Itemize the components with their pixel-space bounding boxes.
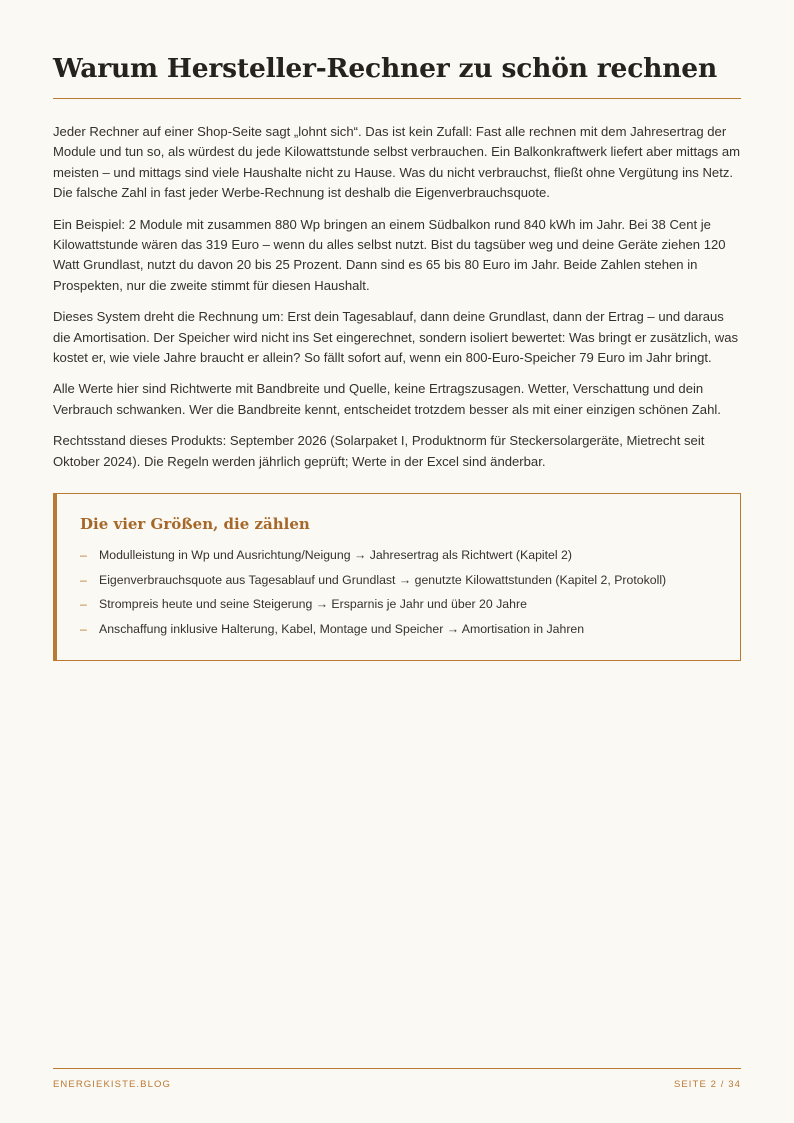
dash-bullet: –: [80, 597, 87, 612]
list-item-text: Anschaffung inklusive Halterung, Kabel, Montage und Speicher → Amortisation in Jahren: [99, 621, 585, 636]
page-footer: [53, 1068, 741, 1090]
list-item-text: Modulleistung in Wp und Ausrichtung/Neigung → Jahresertrag als Richtwert (Kapitel 2): [99, 548, 572, 563]
paragraph: Dieses System dreht die Rechnung um: Erst dein Tagesablauf, dann deine Grundlast, dann der Ertrag – und daraus die Amortisation. Der Speicher wird nicht ins Set eingerechnet, sondern isoliert bewertet: Was bringt er zusätzlich, was kostet er, wie viele Jahre braucht er allein? So fällt sofort auf, wenn ein 800-Euro-Speicher 79 Euro im Jahr bringt.: [53, 309, 739, 366]
callout-list: [80, 547, 716, 637]
list-item: [80, 621, 716, 637]
callout-box: [53, 493, 741, 661]
list-item: [80, 596, 716, 612]
paragraph: Rechtsstand dieses Produkts: September 2026 (Solarpaket I, Produktnorm für Steckersolargeräte, Mietrecht seit Oktober 2024). Die Regeln werden jährlich geprüft; Werte in der Excel sind änderbar.: [53, 433, 705, 469]
title-divider: [53, 98, 741, 99]
paragraph: Jeder Rechner auf einer Shop-Seite sagt „lohnt sich“. Das ist kein Zufall: Fast alle rechnen mit dem Jahresertrag der Module und tun so, als würdest du jede Kilowattstunde selbst verbrauchen. Ein Balkonkraftwerk liefert aber mittags am meisten – und mittags sind viele Haushalte nicht zu Hause. Was du nicht verbrauchst, fließt ohne Vergütung ins Netz. Die falsche Zahl in fast jeder Werbe-Rechnung ist deshalb die Eigenverbrauchsquote.: [53, 124, 741, 201]
page-content: [53, 0, 741, 661]
callout-heading: Die vier Größen, die zählen: [80, 515, 310, 534]
paragraph: Ein Beispiel: 2 Module mit zusammen 880 Wp bringen an einem Südbalkon rund 840 kWh im Jahr. Bei 38 Cent je Kilowattstunde wären das 319 Euro – wenn du alles selbst nutzt. Bist du tagsüber weg und deine Geräte ziehen 120 Watt Grundlast, nutzt du davon 20 bis 25 Prozent. Dann sind es 65 bis 80 Euro im Jahr. Beide Zahlen stehen in Prospekten, nur die zweite stimmt für diesen Haushalt.: [53, 216, 726, 293]
footer-brand: ENERGIEKISTE.BLOG: [53, 1079, 171, 1090]
list-item-text: Strompreis heute und seine Steigerung → Ersparnis je Jahr und über 20 Jahre: [99, 597, 527, 612]
page-number: SEITE 2 / 34: [673, 1079, 741, 1090]
list-item: [80, 572, 716, 588]
list-item: [80, 547, 716, 563]
dash-bullet: –: [80, 621, 87, 636]
dash-bullet: –: [80, 572, 87, 587]
dash-bullet: –: [80, 548, 87, 563]
page-title: Warum Hersteller-Rechner zu schön rechnen: [53, 53, 718, 84]
body-text: [53, 122, 741, 472]
paragraph: Alle Werte hier sind Richtwerte mit Bandbreite und Quelle, keine Ertragszusagen. Wetter, Verschattung und dein Verbrauch schwanken. Wer die Bandbreite kennt, entscheidet trotzdem besser als mit einer einzigen schönen Zahl.: [53, 381, 721, 417]
list-item-text: Eigenverbrauchsquote aus Tagesablauf und Grundlast → genutzte Kilowattstunden (Kapitel 2, Protokoll): [99, 572, 667, 587]
